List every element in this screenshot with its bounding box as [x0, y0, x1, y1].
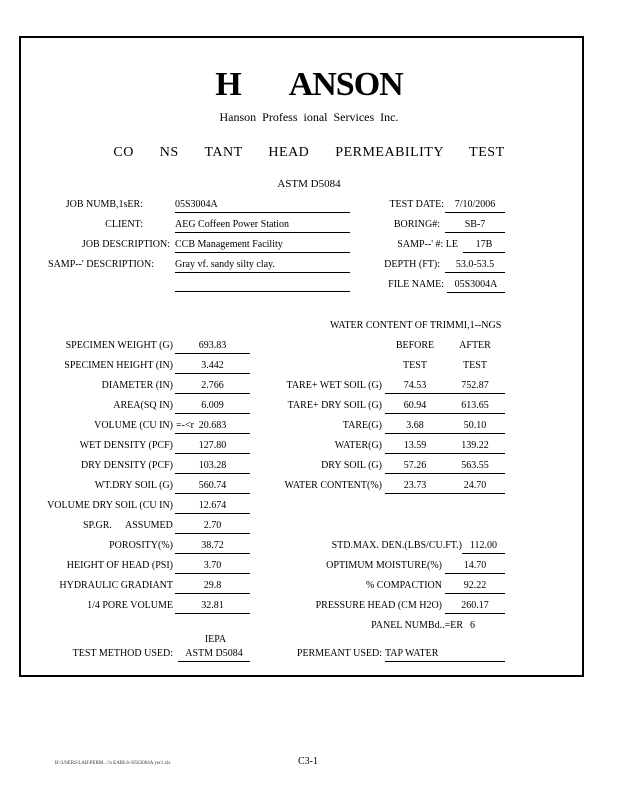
depth-value: 53.0-53.5 — [445, 260, 505, 273]
logo-letter-h: H — [215, 66, 241, 103]
porosity-label: POROSITY(%) — [109, 540, 173, 551]
compaction-value: 92.22 — [445, 581, 505, 594]
tare-wet-soil-before: 74.53 — [385, 381, 445, 394]
specimen-height-label: SPECIMEN HEIGHT (IN) — [64, 360, 173, 371]
tare-wet-soil-after: 752.87 — [445, 381, 505, 394]
job-number-value: 05S3004A — [175, 200, 350, 213]
volume-value: 20.683 — [175, 421, 250, 434]
tare-dry-soil-before: 60.94 — [385, 401, 445, 414]
depth-label: DEPTH (FT): — [384, 259, 440, 270]
tare-before: 3.68 — [385, 421, 445, 434]
dry-density-value: 103.28 — [175, 461, 250, 474]
hydraulic-gradient-value: 29.8 — [175, 581, 250, 594]
optimum-moisture-label: OPTIMUM MOISTURE(%) — [326, 560, 442, 571]
water-content-before: 23.73 — [385, 481, 445, 494]
specimen-weight-value: 693.83 — [175, 341, 250, 354]
before-header: BEFORE — [395, 340, 435, 351]
water-content-label: WATER CONTENT(%) — [284, 480, 382, 491]
wet-density-value: 127.80 — [175, 441, 250, 454]
volume-dry-soil-label: VOLUME DRY SOIL (CU IN) — [47, 500, 173, 511]
test-method-value: ASTM D5084 — [178, 649, 250, 662]
logo-letters: ANSON — [288, 66, 403, 103]
water-content-title: WATER CONTENT OF TRIMMI,1--NGS — [330, 320, 502, 331]
dry-soil-after: 563.55 — [445, 461, 505, 474]
standard-label: ASTM D5084 — [277, 178, 341, 190]
compaction-label: % COMPACTION — [365, 580, 442, 591]
pore-volume-value: 32.81 — [175, 601, 250, 614]
permeant-label: PERMEANT USED: — [296, 648, 382, 659]
water-after: 139.22 — [445, 441, 505, 454]
hydraulic-gradient-label: HYDRAULIC GRADIANT — [59, 580, 173, 591]
specimen-weight-label: SPECIMEN WEIGHT (G) — [65, 340, 173, 351]
company-logo — [0, 66, 618, 104]
wt-dry-soil-label: WT.DRY SOIL (G) — [94, 480, 173, 491]
page-number: C3-1 — [298, 756, 318, 767]
optimum-moisture-value: 14.70 — [445, 561, 505, 574]
wet-density-label: WET DENSITY (PCF) — [79, 440, 173, 451]
area-label: AREA(SQ IN) — [113, 400, 173, 411]
test-method-label: TEST METHOD USED: — [72, 648, 173, 659]
tare-dry-soil-label: TARE+ DRY SOIL (G) — [287, 400, 382, 411]
before-test-header: TEST — [403, 360, 427, 371]
std-max-den-value: 112.00 — [462, 541, 505, 554]
dry-soil-label: DRY SOIL (G) — [321, 460, 382, 471]
pressure-head-label: PRESSURE HEAD (CM H2O) — [315, 600, 442, 611]
specimen-height-value: 3.442 — [175, 361, 250, 374]
sample-number-label: SAMP--' #: LE — [397, 239, 458, 250]
pressure-head-value: 260.17 — [445, 601, 505, 614]
panel-number-label: PANEL NUMBd..=ER — [371, 620, 463, 631]
job-number-label: JOB NUMB,1sER: — [65, 199, 143, 210]
job-description-label: JOB DESCRIPTION: — [81, 239, 170, 250]
pore-volume-label: 1/4 PORE VOLUME — [87, 600, 173, 611]
sp-gr-assumed-label: ASSUMED — [125, 520, 173, 531]
job-description-value: CCB Management Facility — [175, 240, 350, 253]
dry-soil-before: 57.26 — [385, 461, 445, 474]
volume-mark: =-<r — [176, 420, 194, 431]
iepa-label: IEPA — [204, 634, 227, 645]
file-name-label: FILE NAME: — [388, 279, 444, 290]
water-content-after: 24.70 — [445, 481, 505, 494]
test-date-value: 7/10/2006 — [445, 200, 505, 213]
test-date-label: TEST DATE: — [389, 199, 444, 210]
sample-description-extra-line — [175, 291, 350, 292]
tare-wet-soil-label: TARE+ WET SOIL (G) — [286, 380, 382, 391]
company-name: Hanson Profess ional Services Inc. — [219, 110, 399, 124]
client-value: AEG Coffeen Power Station — [175, 220, 350, 233]
diameter-label: DIAMETER (IN) — [101, 380, 173, 391]
water-label: WATER(G) — [334, 440, 382, 451]
client-label: CLIENT: — [105, 219, 143, 230]
wt-dry-soil-value: 560.74 — [175, 481, 250, 494]
volume-dry-soil-value: 12.674 — [175, 501, 250, 514]
boring-value: SB-7 — [445, 220, 505, 233]
sp-gr-value: 2.70 — [175, 521, 250, 534]
tare-after: 50.10 — [445, 421, 505, 434]
sample-number-value: 17B — [463, 240, 505, 253]
tare-label: TARE(G) — [342, 420, 382, 431]
height-of-head-label: HEIGHT OF HEAD (PSI) — [66, 560, 173, 571]
after-test-header: TEST — [463, 360, 487, 371]
sample-description-value: Gray vf. sandy silty clay. — [175, 260, 350, 273]
volume-label: VOLUME (CU IN) — [94, 420, 173, 431]
std-max-den-label: STD.MAX. DEN.(LBS/CU.FT.) — [331, 540, 462, 551]
diameter-value: 2.766 — [175, 381, 250, 394]
sp-gr-label: SP.GR. — [83, 520, 112, 531]
dry-density-label: DRY DENSITY (PCF) — [80, 460, 173, 471]
file-name-value: 05S3004A — [447, 280, 505, 293]
water-before: 13.59 — [385, 441, 445, 454]
after-header: AFTER — [459, 340, 491, 351]
tare-dry-soil-after: 613.65 — [445, 401, 505, 414]
height-of-head-value: 3.70 — [175, 561, 250, 574]
porosity-value: 38.72 — [175, 541, 250, 554]
page-title: CO NS TANT HEAD PERMEABILITY TEST — [113, 145, 505, 160]
sample-description-label: SAMP--' DESCRIPTION: — [48, 259, 154, 270]
panel-number-value: 6 — [470, 620, 475, 631]
file-path: H:\USERS\LAB\PERM...\'n EABLS-\05S3004A yer1.xls — [55, 761, 171, 766]
permeant-value: TAP WATER — [385, 649, 505, 662]
area-value: 6.009 — [175, 401, 250, 414]
boring-label: BORING#: — [393, 219, 440, 230]
